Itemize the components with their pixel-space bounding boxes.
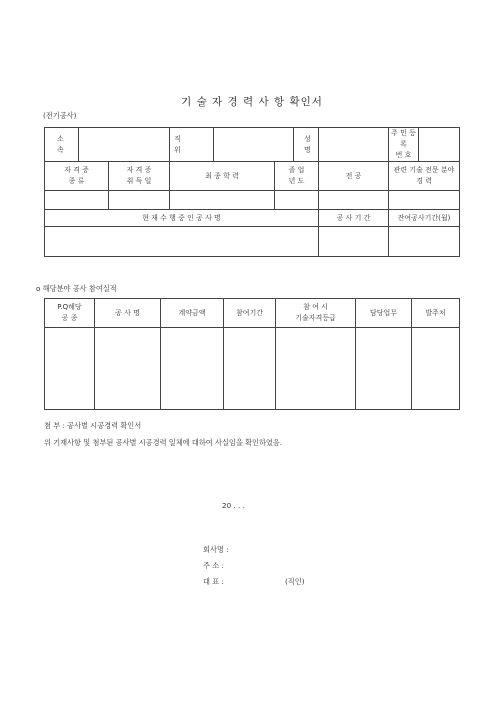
cell-pq-work-type-value[interactable] [45,328,95,410]
cell-client-value[interactable] [412,328,460,410]
cell-position-label: 직 위 [170,128,214,162]
cell-position-value[interactable] [214,128,294,162]
cell-education-value[interactable] [170,191,275,210]
cell-education-label: 최 종 학 력 [170,162,275,191]
cell-major-value[interactable] [319,191,389,210]
cell-project-period-label: 공 사 기 간 [319,210,389,227]
cell-technical-grade-value[interactable] [276,328,356,410]
company-label: 회사명 : [203,545,229,554]
cell-project-name-value[interactable] [95,328,161,410]
cell-remaining-period-value[interactable] [389,227,460,257]
section-heading: o 해당분야 공사 참여실적 [36,284,117,293]
category-label: (전기공사) [43,111,77,120]
cell-major-label: 전 공 [319,162,389,191]
cell-license-date-value[interactable] [109,191,170,210]
cell-resident-number-label: 주 민 등 록 번 호 [389,128,419,162]
project-participation-table [44,298,460,410]
header-participation-period: 참여기간 [224,299,276,328]
cell-graduation-year-label: 졸 업 년 도 [275,162,319,191]
cell-participation-period-value[interactable] [224,328,276,410]
seal-label: (직인) [285,577,305,586]
attachment-line: 첨 부 : 공사별 시공경력 확인서 [44,421,142,430]
header-contract-amount: 계약금액 [161,299,224,328]
header-duties: 담당업무 [356,299,412,328]
cell-contract-amount-value[interactable] [161,328,224,410]
cell-license-type-label: 자 격 증 종 류 [45,162,109,191]
cell-license-type-value[interactable] [45,191,109,210]
header-client: 발주처 [412,299,460,328]
cell-remaining-period-label: 잔여공사기간(월) [389,210,460,227]
cell-duties-value[interactable] [356,328,412,410]
cell-project-period-value[interactable] [319,227,389,257]
cell-affiliation-label: 소 속 [45,128,79,162]
header-pq-work-type: P.Q해당 공 종 [45,299,95,328]
engineer-info-table [44,127,460,257]
cell-license-date-label: 자 격 증 취 득 일 [109,162,170,191]
cell-related-career-label: 관련 기술 전문 분야 경 력 [389,162,460,191]
cell-affiliation-value[interactable] [79,128,170,162]
representative-label: 대 표 : [203,577,224,586]
cell-graduation-year-value[interactable] [275,191,319,210]
cell-current-project-value[interactable] [45,227,319,257]
cell-name-value[interactable] [319,128,389,162]
confirmation-statement: 위 기재사항 및 첨부된 공사별 시공경력 일체에 대하여 사실임을 확인하였음. [44,438,283,447]
cell-name-label: 성 명 [294,128,319,162]
address-label: 주 소 : [203,561,224,570]
date-line: 20 . . . [222,501,245,510]
header-project-name: 공 사 명 [95,299,161,328]
document-title: 기 술 자 경 력 사 항 확인서 [181,96,323,108]
header-technical-grade: 참 여 시 기술자격등급 [276,299,356,328]
cell-resident-number-value[interactable] [419,128,460,162]
cell-related-career-value[interactable] [389,191,460,210]
cell-current-project-label: 현 재 수 행 중 인 공 사 명 [45,210,319,227]
